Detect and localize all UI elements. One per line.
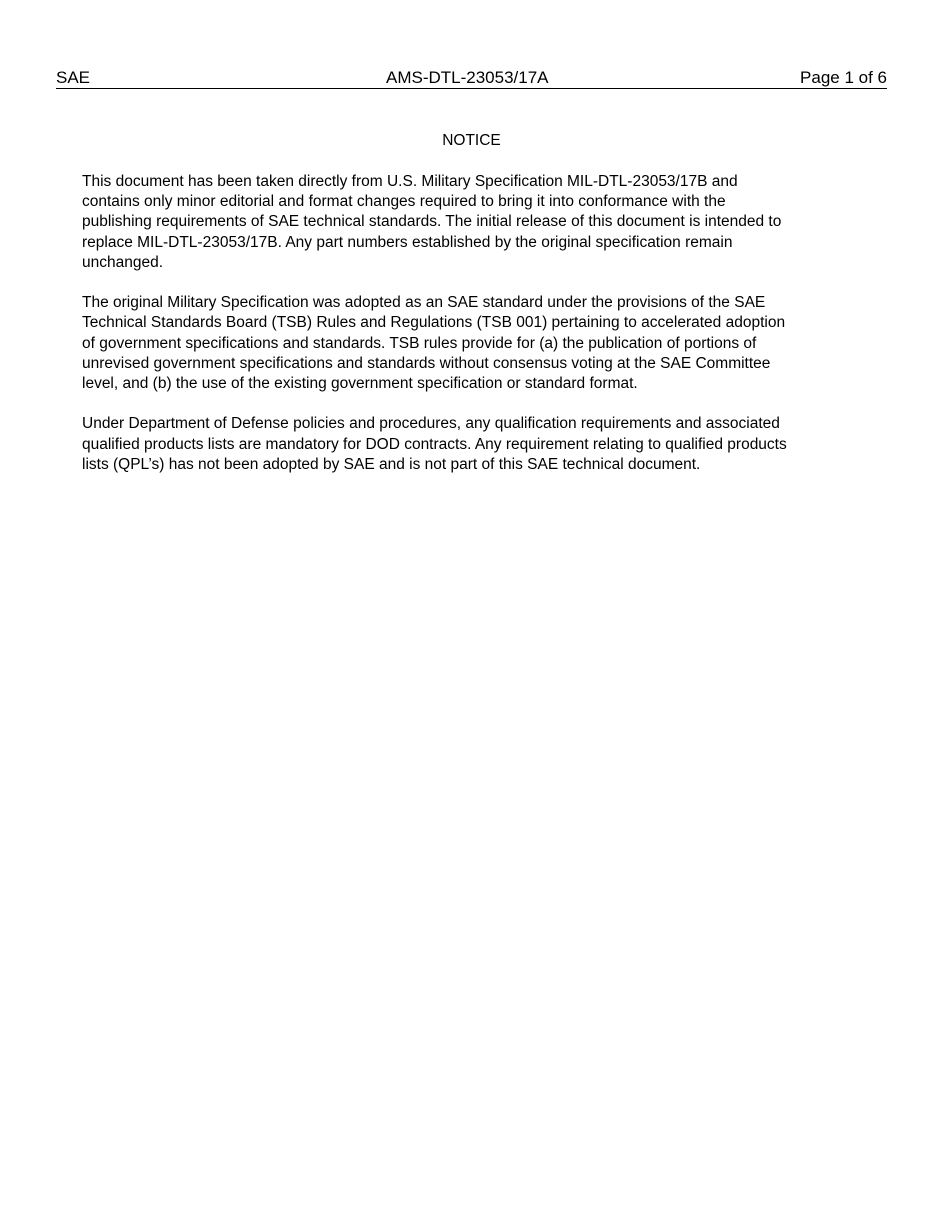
page-header	[56, 67, 887, 89]
notice-body	[82, 172, 872, 495]
header-document-number: AMS-DTL-23053/17A	[386, 68, 549, 87]
notice-paragraph-3: Under Department of Defense policies and procedures, any qualification requirements and associated qualified products lists are mandatory for DOD contracts. Any requirement relating to qualified products lists (QPL’s) has not been adopted by SAE and is not part of this SAE technical document.	[82, 415, 787, 473]
header-page-number: Page 1 of 6	[800, 68, 887, 87]
notice-paragraph-1: This document has been taken directly from U.S. Military Specification MIL-DTL-23053/17B and contains only minor editorial and format changes required to bring it into conformance with the publishing requirements of SAE technical standards. The initial release of this document is intended to replace MIL-DTL-23053/17B. Any part numbers established by the original specification remain unchanged.	[82, 173, 782, 271]
notice-paragraph-2: The original Military Specification was adopted as an SAE standard under the provisions of the SAE Technical Standards Board (TSB) Rules and Regulations (TSB 001) pertaining to accelerated adoption of government specifications and standards. TSB rules provide for (a) the publication of portions of unrevised government specifications and standards without consensus voting at the SAE Committee level, and (b) the use of the existing government specification or standard format.	[82, 294, 786, 393]
notice-heading: NOTICE	[442, 132, 501, 149]
header-organization: SAE	[56, 68, 91, 87]
